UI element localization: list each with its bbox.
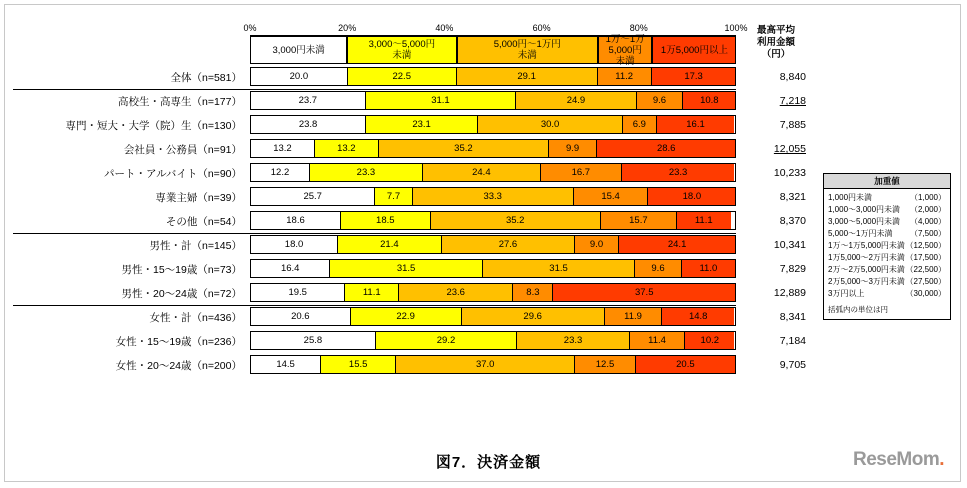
weight-note-range: 2万5,000〜3万円未満 <box>828 277 905 286</box>
bar-segment: 37.5 <box>553 284 735 301</box>
weight-note-range: 1万5,000〜2万円未満 <box>828 253 905 262</box>
bar-segment: 17.3 <box>652 68 736 85</box>
bar-segment: 29.6 <box>462 308 605 325</box>
bar-segment: 21.4 <box>338 236 442 253</box>
bar-segment: 15.5 <box>321 356 396 373</box>
avg-value <box>740 305 812 329</box>
bar-segment: 13.2 <box>251 140 315 157</box>
stacked-bar <box>250 187 736 206</box>
weight-note-range: 2万〜2万5,000円未満 <box>828 265 905 274</box>
stacked-bar <box>250 259 736 278</box>
group-divider <box>250 305 736 306</box>
bar-row <box>250 89 736 113</box>
bar-row <box>250 281 736 305</box>
stacked-bar <box>250 355 736 374</box>
bar-segment: 23.3 <box>517 332 630 349</box>
category-label: 高校生・高専生（n=177） <box>13 89 250 113</box>
bar-row <box>250 209 736 233</box>
category-label-column <box>13 65 250 377</box>
weight-note-range: 1,000〜3,000円未満 <box>828 205 901 214</box>
weight-note-value: （22,500） <box>905 265 946 274</box>
legend-label-line1: 5,000円〜1万円 <box>493 39 561 50</box>
avg-value <box>740 329 812 353</box>
bar-segment: 23.1 <box>366 116 478 133</box>
group-divider <box>250 89 736 90</box>
bar-segment: 11.1 <box>345 284 399 301</box>
axis-tick: 60% <box>532 23 551 33</box>
bar-segment: 22.9 <box>351 308 462 325</box>
category-label: 全体（n=581） <box>170 71 242 84</box>
avg-value-text: 8,840 <box>779 71 806 83</box>
weight-note-list <box>824 189 950 303</box>
bar-segment: 22.5 <box>348 68 457 85</box>
stacked-bar <box>250 307 736 326</box>
stacked-bar <box>250 67 736 86</box>
bar-segment: 23.8 <box>251 116 366 133</box>
bar-segment: 15.4 <box>574 188 649 205</box>
avg-value <box>740 209 812 233</box>
category-label: 女性・20〜24歳（n=200） <box>115 359 242 372</box>
avg-value-text: 8,370 <box>779 215 806 227</box>
stacked-bar <box>250 139 736 158</box>
avg-value-text: 7,218 <box>779 95 806 107</box>
avg-value <box>740 233 812 257</box>
weight-note-range: 1万〜1万5,000円未満 <box>828 241 905 250</box>
bar-segment: 13.2 <box>315 140 379 157</box>
weight-note-row <box>828 204 946 216</box>
weight-note-value: （12,500） <box>905 241 946 250</box>
axis-tick: 20% <box>338 23 357 33</box>
weight-note-footer: 括弧内の単位は円 <box>828 305 888 314</box>
axis-tick: 40% <box>435 23 454 33</box>
avg-value-text: 8,341 <box>779 311 806 323</box>
legend-band <box>250 33 736 67</box>
category-label: 専業主婦（n=39） <box>155 191 242 204</box>
avg-value <box>740 137 812 161</box>
bar-segment: 18.6 <box>251 212 341 229</box>
weight-note-row <box>828 252 946 264</box>
bar-segment: 10.8 <box>683 92 735 109</box>
legend-item-2 <box>347 36 456 64</box>
avg-value-text: 7,829 <box>779 263 806 275</box>
axis-tick: 80% <box>629 23 648 33</box>
bar-segment: 16.1 <box>657 116 735 133</box>
avg-value-column <box>740 65 812 377</box>
avg-value <box>740 257 812 281</box>
bar-segment: 33.3 <box>413 188 574 205</box>
bar-segment: 11.1 <box>677 212 731 229</box>
bar-segment: 20.6 <box>251 308 351 325</box>
weight-note-range: 1,000円未満 <box>828 193 873 202</box>
bar-segment: 37.0 <box>396 356 575 373</box>
weight-note-value: （2,000） <box>909 205 946 214</box>
bar-segment: 31.5 <box>330 260 482 277</box>
bar-row <box>250 185 736 209</box>
category-label: 女性・計（n=436） <box>13 305 250 329</box>
bar-segment: 24.1 <box>619 236 736 253</box>
category-label: 専門・短大・大学（院）生（n=130） <box>65 119 242 132</box>
category-label: その他（n=54） <box>165 215 242 228</box>
weight-note-value: （7,500） <box>909 229 946 238</box>
legend-item-4 <box>598 33 652 67</box>
bar-row <box>250 161 736 185</box>
bar-segment: 11.4 <box>630 332 685 349</box>
category-label: 男性・20〜24歳（n=72） <box>121 287 242 300</box>
weight-note-row <box>828 288 946 300</box>
watermark: ReseMom. <box>852 449 944 470</box>
bar-segment: 11.0 <box>682 260 735 277</box>
bar-row <box>250 353 736 377</box>
bar-segment: 18.0 <box>648 188 735 205</box>
avg-value-text: 8,321 <box>779 191 806 203</box>
bar-segment: 29.1 <box>457 68 598 85</box>
legend-item-5 <box>652 36 736 64</box>
bar-segment: 20.5 <box>636 356 735 373</box>
bar-segment: 19.5 <box>251 284 345 301</box>
bar-segment: 25.7 <box>251 188 375 205</box>
legend-item-3 <box>457 36 598 64</box>
weight-note-value: （27,500） <box>905 277 946 286</box>
bar-segment: 24.9 <box>516 92 637 109</box>
legend-label-line1: 1万〜1万5,000円 <box>605 33 645 56</box>
bar-segment: 23.3 <box>310 164 423 181</box>
avg-value <box>740 353 812 377</box>
weight-note-range: 5,000〜1万円未満 <box>828 229 893 238</box>
bar-row <box>250 257 736 281</box>
avg-value-text: 10,341 <box>773 239 806 251</box>
chart-frame <box>4 4 961 482</box>
weight-note-box <box>823 173 951 320</box>
bar-segment: 20.0 <box>251 68 348 85</box>
bar-row <box>250 65 736 89</box>
bar-segment: 18.5 <box>341 212 431 229</box>
category-label: 男性・計（n=145） <box>13 233 250 257</box>
category-label: 女性・15〜19歳（n=236） <box>115 335 242 348</box>
legend-label-line2: 未満 <box>392 50 412 61</box>
weight-note-value: （1,000） <box>909 193 946 202</box>
bar-row <box>250 113 736 137</box>
stacked-bar <box>250 283 736 302</box>
axis-tick: 100% <box>724 23 748 33</box>
weight-note-row <box>828 276 946 288</box>
bar-segment: 30.0 <box>478 116 623 133</box>
weight-note-row <box>828 240 946 252</box>
stacked-bar <box>250 211 736 230</box>
avg-value-text: 12,055 <box>773 143 806 155</box>
category-label: パート・アルバイト（n=90） <box>104 167 242 180</box>
legend-label-line1: 3,000〜5,000円 <box>368 39 436 50</box>
avg-value <box>740 185 812 209</box>
stacked-bar <box>250 235 736 254</box>
avg-value-text: 10,233 <box>773 167 806 179</box>
bar-segment: 35.2 <box>379 140 549 157</box>
bar-segment: 9.6 <box>635 260 681 277</box>
weight-note-row <box>828 192 946 204</box>
x-axis-ticks <box>243 23 748 35</box>
avg-value <box>740 161 812 185</box>
stacked-bar <box>250 163 736 182</box>
avg-value-text: 12,889 <box>773 287 806 299</box>
bar-segment: 18.0 <box>251 236 338 253</box>
weight-note-row <box>828 216 946 228</box>
avg-value-text: 7,885 <box>779 119 806 131</box>
bar-segment: 24.4 <box>423 164 541 181</box>
bar-segment: 15.7 <box>601 212 677 229</box>
weight-note-row <box>828 228 946 240</box>
legend-label-line1: 3,000円未満 <box>272 44 325 56</box>
bar-segment: 7.7 <box>375 188 412 205</box>
legend-label-line2: 未満 <box>517 50 537 61</box>
bar-segment: 12.5 <box>575 356 636 373</box>
bar-segment: 9.0 <box>575 236 619 253</box>
weight-note-row <box>828 264 946 276</box>
group-divider <box>250 233 736 234</box>
legend-label-line1: 1万5,000円以上 <box>660 44 728 56</box>
bar-segment: 14.5 <box>251 356 321 373</box>
avg-value <box>740 65 812 89</box>
bar-row <box>250 233 736 257</box>
bar-segment: 29.2 <box>376 332 517 349</box>
avg-header-line2: 利用金額 <box>756 37 795 48</box>
bar-segment: 6.9 <box>623 116 656 133</box>
bar-segment: 16.7 <box>541 164 622 181</box>
bar-segment: 14.8 <box>662 308 734 325</box>
avg-value <box>740 89 812 113</box>
weight-note-value: （4,000） <box>909 217 946 226</box>
weight-note-title: 加重値 <box>824 174 950 189</box>
bar-segment: 9.6 <box>637 92 683 109</box>
bar-segment: 9.9 <box>549 140 597 157</box>
bar-segment: 35.2 <box>431 212 601 229</box>
avg-header-line3: （円） <box>761 49 791 60</box>
bar-segment: 25.8 <box>251 332 376 349</box>
bar-segment: 23.7 <box>251 92 366 109</box>
bar-segment: 16.4 <box>251 260 330 277</box>
bar-segment: 11.2 <box>598 68 652 85</box>
weight-note-value: （17,500） <box>905 253 946 262</box>
category-label: 会社員・公務員（n=91） <box>123 143 242 156</box>
stacked-bar <box>250 91 736 110</box>
weight-note-range: 3,000〜5,000円未満 <box>828 217 901 226</box>
legend-item-1 <box>250 36 347 64</box>
stacked-bar <box>250 115 736 134</box>
bar-row <box>250 305 736 329</box>
plot-area <box>250 65 736 377</box>
weight-note-value: （30,000） <box>905 289 946 298</box>
weight-note-range: 3万円以上 <box>828 289 865 298</box>
avg-value-text: 7,184 <box>779 335 806 347</box>
axis-tick: 0% <box>243 23 257 33</box>
avg-value <box>740 113 812 137</box>
legend-label-line2: 未満 <box>615 55 635 67</box>
figure-caption: 図7．決済金額 <box>435 454 542 471</box>
bar-segment: 31.5 <box>483 260 635 277</box>
bar-row <box>250 329 736 353</box>
bar-segment: 8.3 <box>513 284 553 301</box>
bar-segment: 23.3 <box>622 164 735 181</box>
avg-value-text: 9,705 <box>779 359 806 371</box>
stacked-bar <box>250 331 736 350</box>
bar-segment: 28.6 <box>597 140 735 157</box>
avg-value <box>740 281 812 305</box>
avg-header-line1: 最高平均 <box>756 25 795 36</box>
bar-segment: 27.6 <box>442 236 576 253</box>
category-label: 男性・15〜19歳（n=73） <box>121 263 242 276</box>
bar-segment: 11.9 <box>605 308 663 325</box>
bar-segment: 23.6 <box>399 284 513 301</box>
avg-value-header <box>740 23 812 63</box>
bar-segment: 31.1 <box>366 92 517 109</box>
bar-segment: 10.2 <box>685 332 734 349</box>
bar-row <box>250 137 736 161</box>
bar-segment: 12.2 <box>251 164 310 181</box>
